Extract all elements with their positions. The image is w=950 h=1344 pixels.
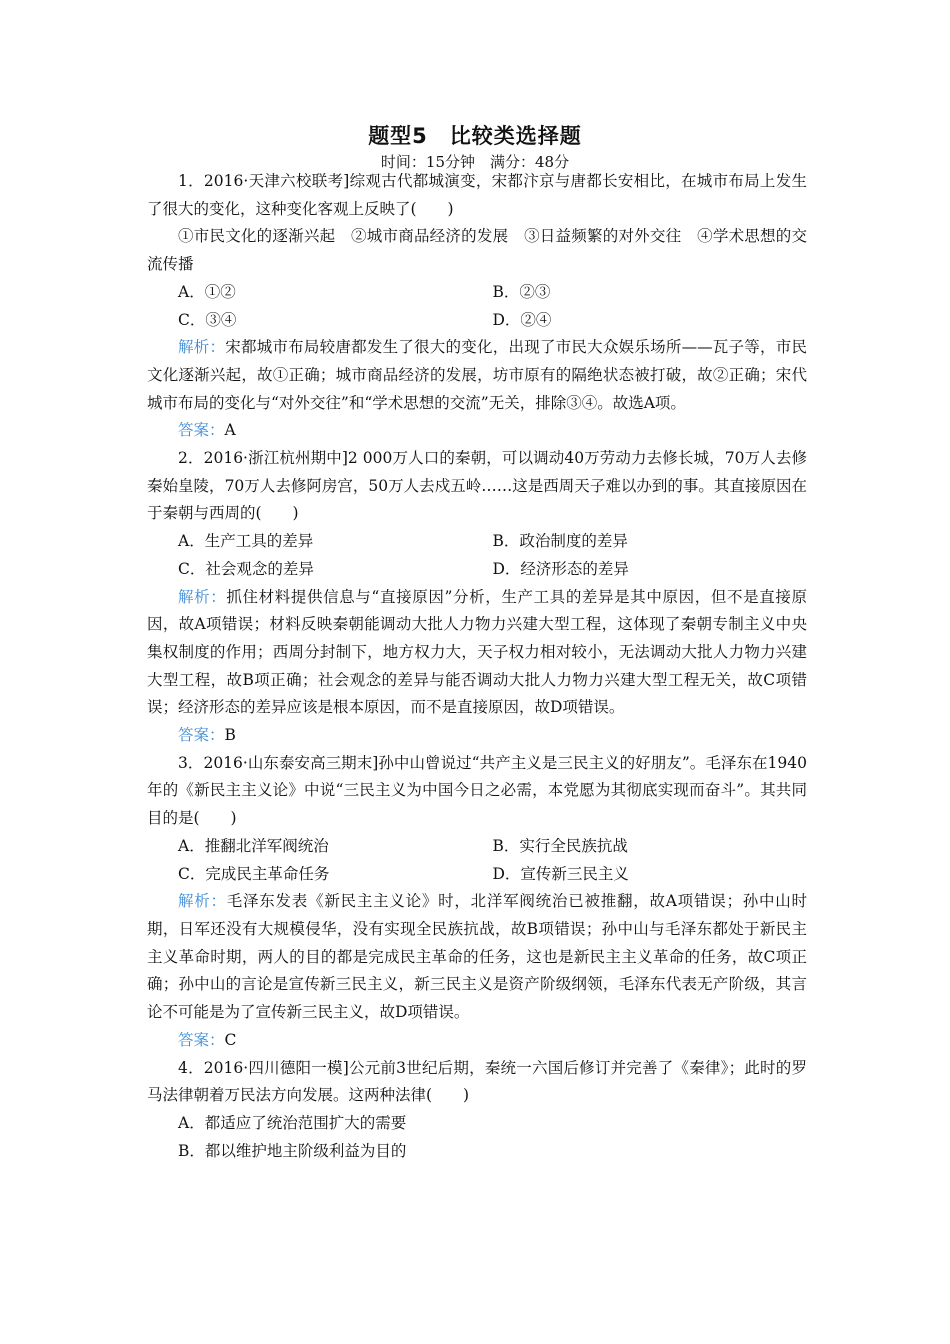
analysis-text: 抓住材料提供信息与“直接原因”分析，生产工具的差异是其中原因，但不是直接原因，故A项错误；材料反映秦朝能调动大批人力物力兴建大型工程，这体现了秦朝专制主义中央集权制度的作用；西周分封制下，地方权力大，天子权力相对较小，无法调动大批人力物力兴建大型工程，故B项正确；社会观念的差异与能否调动大批人力物力兴建大型工程无关，故C项错误；经济形态的差异应该是根本原因，而不是直接原因，故D项错误。 xyxy=(147,587,807,717)
question-stem: 3．2016·山东泰安高三期末]孙中山曾说过“共产主义是三民主义的好朋友”。毛泽东在1940年的《新民主主义论》中说“三民主义为中国今日之必需，本党愿为其彻底实现而奋斗”。其共同目的是( ) xyxy=(147,753,807,828)
page-title: 题型5 比较类选择题 xyxy=(368,124,582,148)
options-row xyxy=(147,1138,807,1166)
analysis xyxy=(147,888,807,1027)
option: A．都适应了统治范围扩大的需要 xyxy=(178,1113,407,1132)
question-stem: 4．2016·四川德阳一模]公元前3世纪后期，秦统一六国后修订并完善了《秦律》；此时的罗马法律朝着万民法方向发展。这两种法律( ) xyxy=(147,1058,807,1105)
answer-label: 答案： xyxy=(178,726,225,745)
option: A．①② xyxy=(178,282,236,301)
option: A．生产工具的差异 xyxy=(178,532,314,551)
options-row xyxy=(147,556,807,584)
answer-value: B xyxy=(224,726,236,745)
analysis-label: 解析： xyxy=(178,587,227,606)
options-row xyxy=(147,833,807,861)
options-row xyxy=(147,861,807,889)
options-row xyxy=(147,528,807,556)
option: C．完成民主革命任务 xyxy=(178,864,330,883)
answer-label: 答案： xyxy=(178,1030,225,1049)
option: D．②④ xyxy=(492,310,552,329)
analysis-label: 解析： xyxy=(178,338,226,357)
analysis-text: 毛泽东发表《新民主主义论》时，北洋军阀统治已被推翻，故A项错误；孙中山时期，日军还没有大规模侵华，没有实现全民族抗战，故B项错误；孙中山与毛泽东都处于新民主主义革命时期，两人的目的都是完成民主革命的任务，这也是新民主主义革命的任务，故C项正确；孙中山的言论是宣传新三民主义，新三民主义是资产阶级纲领，毛泽东代表无产阶级，其言论不可能是为了宣传新三民主义，故D项错误。 xyxy=(147,892,807,1022)
options-row xyxy=(147,279,807,307)
answer xyxy=(147,1027,807,1055)
option: C．社会观念的差异 xyxy=(178,559,314,578)
question-statements: ①市民文化的逐渐兴起 ②城市商品经济的发展 ③日益频繁的对外交往 ④学术思想的交流传播 xyxy=(147,227,807,274)
answer-label: 答案： xyxy=(178,421,225,440)
question-stem: 1．2016·天津六校联考]综观古代都城演变，宋都汴京与唐都长安相比，在城市布局上发生了很大的变化，这种变化客观上反映了( ) xyxy=(147,172,807,218)
options-row xyxy=(147,307,807,335)
option: A．推翻北洋军阀统治 xyxy=(178,836,329,855)
page-subtitle: 时间：15分钟 满分：48分 xyxy=(380,153,570,171)
answer-value: C xyxy=(224,1030,237,1049)
option: B．政治制度的差异 xyxy=(492,532,628,551)
option: B．实行全民族抗战 xyxy=(492,836,628,855)
analysis-label: 解析： xyxy=(178,892,227,911)
options-row xyxy=(147,1110,807,1138)
answer-value: A xyxy=(224,421,236,440)
option: D．经济形态的差异 xyxy=(492,559,629,578)
analysis xyxy=(147,584,807,723)
answer xyxy=(147,722,807,750)
answer xyxy=(147,417,807,445)
question-list xyxy=(147,168,807,1165)
analysis-text: 宋都城市布局较唐都发生了很大的变化，出现了市民大众娱乐场所——瓦子等，市民文化逐渐兴起，故①正确；城市商品经济的发展，坊市原有的隔绝状态被打破，故②正确；宋代城市布局的变化与“对外交往”和“学术思想的交流”无关，排除③④。故选A项。 xyxy=(147,338,807,412)
option: D．宣传新三民主义 xyxy=(492,864,629,883)
option: B．都以维护地主阶级利益为目的 xyxy=(178,1141,407,1160)
question-stem: 2．2016·浙江杭州期中]2 000万人口的秦朝，可以调动40万劳动力去修长城，70万人去修秦始皇陵，70万人去修阿房宫，50万人去戍五岭……这是西周天子难以办到的事。其直接原因在于秦朝与西周的( ) xyxy=(147,449,807,523)
option: C．③④ xyxy=(178,310,237,329)
option: B．②③ xyxy=(492,282,551,301)
analysis xyxy=(147,334,807,417)
